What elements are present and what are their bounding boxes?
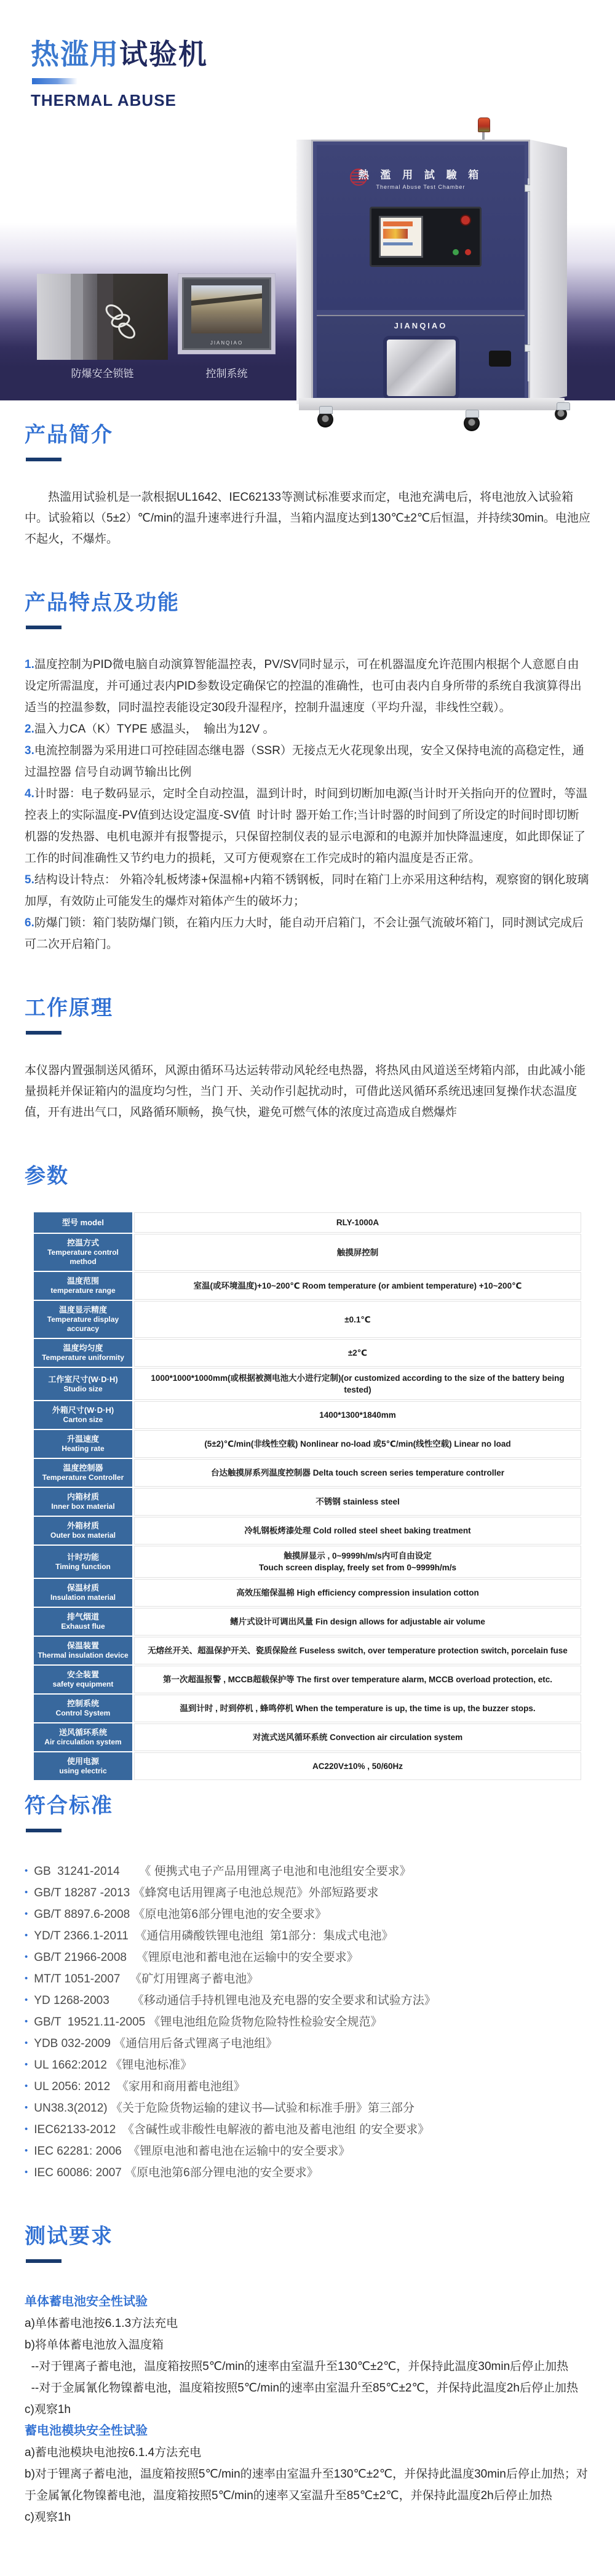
param-value-cell [134,1579,581,1607]
table-row [34,1723,581,1751]
param-label-en: Studio size [63,1384,103,1393]
standard-text: GB/T 8897.6-2008 《原电池第6部分锂电池的安全要求》 [34,1908,327,1921]
param-label-cell [34,1368,132,1400]
table-row [34,1579,581,1607]
machine-illustration [296,133,581,429]
machine-right-side [530,140,567,404]
param-value-cell [134,1272,581,1300]
param-value-cell [134,1608,581,1636]
param-value: AC220V±10% , 50/60Hz [312,1762,403,1771]
observation-window [383,336,459,400]
title-accent-bar [32,78,77,84]
param-label-cn: 工作室尺寸(W·D·H) [48,1374,118,1384]
param-value: 冷轧钢板烤漆处理 Cold rolled steel sheet baking treatment [244,1526,471,1535]
test-group-lines [0,2442,615,2528]
standard-item [25,1925,590,1947]
bullet-icon: • [25,1930,28,1941]
param-value: ±0.1℃ [344,1314,371,1324]
nameplate-cn: 熱 濫 用 試 驗 箱 [358,169,483,181]
caster-wheel [317,411,333,427]
section-features [0,586,615,955]
bullet-icon: • [25,1973,28,1984]
param-value-cell [134,1752,581,1780]
param-value-cell [134,1695,581,1722]
param-label-cn: 温度均匀度 [63,1343,103,1353]
page-title-rest: 试验机 [119,38,208,70]
feature-text: 结构设计特点： 外箱冷轧板烤漆+保温棉+内箱不锈钢板，同时在箱门上亦采用这种结构，观察窗的钢化玻璃加厚，有效防止可能发生的爆炸对箱体产生的破坏力； [25,873,589,908]
param-value-cell [134,1368,581,1400]
bullet-icon: • [25,1887,28,1898]
page-header [0,0,615,110]
standard-text: GB/T 19521.11-2005 《锂电池组危险货物危险特性检验安全规范》 [34,2016,383,2029]
standard-item [25,2097,590,2119]
feature-text: 温入力CA（K）TYPE 感温头， 输出为12V 。 [34,723,275,736]
thumb-brand-text: JIANQIAO [210,340,244,346]
door-handle [489,351,511,367]
standard-text: IEC 60086: 2007 《原电池第6部分锂电池的安全要求》 [34,2166,319,2179]
param-label-cn: 排气烟道 [66,1612,99,1621]
standard-item [25,2141,590,2162]
param-value: 鳍片式设计可调出风量 Fin design allows for adjustable air volume [230,1617,485,1626]
param-label-cn: 外箱材质 [66,1521,99,1530]
param-label-cn: 型号 model [62,1217,104,1227]
feature-item [25,912,590,955]
param-label-cell [34,1301,132,1338]
bullet-icon: • [25,2124,28,2134]
param-value-cell [134,1401,581,1429]
section-bar [26,458,62,461]
machine-base [299,398,565,410]
param-value-cell [134,1546,581,1578]
param-label-cell [34,1272,132,1300]
param-value: 第一次超温报警 , MCCB超载保护等 The first over temperature alarm, MCCB overload protection, etc. [162,1675,553,1684]
feature-item [25,783,590,869]
param-value-cell [134,1234,581,1271]
section-intro [0,418,615,550]
feature-number: 2. [25,723,34,736]
standard-text: GB 31241-2014 《 便携式电子产品用锂离子电池和电池组安全要求》 [34,1865,411,1878]
test-step: c)观察1h [25,2403,71,2416]
standard-text: UL 1662:2012 《锂电池标准》 [34,2059,192,2072]
table-row [34,1301,581,1338]
param-value: 台达触摸屏系列温度控制器 Delta touch screen series temperature controller [210,1468,505,1477]
param-value: 1400*1300*1840mm [319,1410,396,1420]
param-value: RLY-1000A [336,1218,379,1227]
param-label-cn: 外箱尺寸(W·D·H) [52,1405,114,1415]
principle-text: 本仪器内置强制送风循环，风源由循环马达运转带动风轮经电热器，将热风由风道送至烤箱内部，由此减小能量损耗并保证箱内的温度均匀性，当门 开、关动作引起扰动时，可借此送风循环系统迅速回复操作状态温度值，开有进出气口，风路循环顺畅，换气快，避免可燃气体的浓度过高造成自燃爆炸 [25,1064,586,1119]
standard-item [25,1904,590,1925]
param-label-cell [34,1488,132,1516]
param-label-cell [34,1517,132,1544]
standard-text: YD 1268-2003 《移动通信手持机锂电池及充电器的安全要求和试验方法》 [34,1994,436,2007]
standard-text: IEC 62281: 2006 《锂原电池和蓄电池在运输中的安全要求》 [34,2145,351,2158]
test-step: --对于金属氰化物镍蓄电池，温度箱按照5℃/min的速率由室温升至85℃±2℃，并保持此温度2h后停止加热 [25,2382,578,2395]
bullet-icon: • [25,2167,28,2177]
standard-item [25,2119,590,2141]
param-value-cell [134,1301,581,1338]
standard-text: YDB 032-2009 《通信用后备式锂离子电池组》 [34,2037,278,2050]
param-value: 高效压缩保温棉 High efficiency compression insulation cotton [236,1588,479,1597]
param-value: 1000*1000*1000mm(或根据被测电池大小进行定制)(or customized according to the size of the battery being tested) [151,1373,565,1394]
feature-number: 6. [25,916,34,929]
feature-item [25,740,590,783]
page-subtitle: THERMAL ABUSE [31,91,177,109]
section-bar [26,1829,62,1832]
standard-text: UN38.3(2012) 《关于危险货物运输的建议书—试验和标准手册》第三部分 [34,2102,415,2115]
param-value: (5±2)℃/min(非线性空载) Nonlinear no-load 或5℃/min(线性空载) Linear no load [204,1439,511,1449]
section-bar [26,2259,62,2263]
section-title-features: 产品特点及功能 [25,591,180,614]
emergency-stop-button [460,215,471,226]
param-label-cn: 送风循环系统 [58,1728,107,1737]
param-label-en: Outer box material [50,1531,116,1540]
feature-number: 4. [25,787,34,800]
signal-lamp [478,117,490,132]
standards-list [0,1861,615,2184]
standard-text: UL 2056: 2012 《家用和商用蓄电池组》 [34,2080,245,2093]
param-label-cell [34,1430,132,1458]
test-step: a)单体蓄电池按6.1.3方法充电 [25,2317,178,2330]
standard-item [25,1990,590,2011]
test-group-subtitle: 单体蓄电池安全性试验 [25,2295,148,2308]
param-value: ±2℃ [347,1348,368,1358]
page-title-highlight: 热滥用 [31,38,119,70]
param-label-cn: 温度显示精度 [58,1305,107,1314]
param-label-cell [34,1723,132,1751]
param-label-en: safety equipment [52,1680,114,1688]
standard-text: GB/T 18287 -2013 《蜂窝电话用锂离子电池总规范》外部短路要求 [34,1886,379,1899]
table-row [34,1752,581,1780]
touch-screen [379,216,423,258]
param-value: 对流式送风循环系统 Convection air circulation system [252,1733,463,1742]
nameplate-en: Thermal Abuse Test Chamber [376,184,466,190]
table-row [34,1430,581,1458]
param-label-en: temperature range [50,1286,116,1295]
bullet-icon: • [25,1909,28,1919]
param-label-en: Air circulation system [44,1738,122,1746]
param-label-cell [34,1666,132,1693]
standard-item [25,2076,590,2097]
param-value-line2: Touch screen display, freely set from 0~9999h/m/s [258,1563,456,1572]
param-label-cell [34,1339,132,1367]
table-row [34,1666,581,1693]
standard-text: MT/T 1051-2007 《矿灯用锂离子蓄电池》 [34,1973,259,1986]
power-on-light [453,249,459,255]
param-label-cell [34,1459,132,1487]
section-standards [0,1789,615,2184]
touchscreen-photo [191,285,262,333]
param-label-cn: 升温速度 [66,1434,99,1444]
param-value-cell [134,1637,581,1664]
param-label-cell [34,1637,132,1664]
feature-number: 5. [25,873,34,886]
param-label-en: Temperature display accuracy [47,1315,119,1333]
bullet-icon: • [25,2038,28,2048]
param-value-cell [134,1430,581,1458]
table-row [34,1339,581,1367]
bullet-icon: • [25,2016,28,2027]
feature-text: 计时器：电子数码显示，定时全自动控温，温到计时，时间到切断加电源(当计时开关指向开的位置时，等温控表上的实际温度-PV值到达设定温度-SV值 时计时 器开始工作;当计时器的时间到了所设定的时间时即切断机器的发热器、电机电源并有报警提示，只保留控制仪表的显示电源和的电源并加快降温速度，如此即保证了工作的时间准确性又节约电力的损耗，又可方便观察在工作完成时的箱内温度是否正常。 [25,787,588,865]
table-row [34,1401,581,1429]
machine-brand-text: JIANQIAO [394,321,448,330]
parameter-table [34,1212,581,1780]
standard-item [25,2033,590,2054]
param-label-cn: 安全装置 [66,1670,99,1679]
feature-list [0,654,615,955]
alarm-light [465,249,471,255]
standard-item [25,1947,590,1968]
param-value: 温到计时 , 时到停机 , 蜂鸣停机 When the temperature is up, the time is up, the buzzer stops. [180,1704,536,1713]
table-row [34,1459,581,1487]
param-value-cell [134,1459,581,1487]
thumb-caption-chain: 防爆安全锁链 [71,368,134,380]
table-row [34,1368,581,1400]
touchscreen-frame [182,277,271,350]
machine-body [296,140,567,404]
caster-wheel [555,408,567,420]
feature-text: 电流控制器为采用进口可控硅固态继电器（SSR）无接点无火花现象出现，安全又保持电流的高稳定性，通过温控器 信号自动调节输出比例 [25,744,584,779]
bullet-icon: • [25,1866,28,1876]
param-label-cn: 内箱材质 [66,1492,99,1501]
standard-item [25,1861,590,1882]
param-value: 不锈钢 stainless steel [315,1497,400,1506]
param-value-cell [134,1212,581,1233]
param-label-cn: 温度控制器 [63,1463,103,1473]
param-value-cell [134,1517,581,1544]
hero-banner [0,122,615,400]
param-label-cn: 控温方式 [66,1238,99,1247]
table-row [34,1517,581,1544]
param-value-cell [134,1666,581,1693]
param-label-en: Exhaust flue [61,1622,105,1631]
machine-door [317,315,525,397]
table-row [34,1234,581,1271]
feature-text: 防爆门锁：箱门装防爆门锁，在箱内压力大时，能自动开启箱门，不会让强气流破坏箱门，同时测试完成后可二次开启箱门。 [25,916,584,951]
param-label-en: Heating rate [62,1444,105,1453]
bullet-icon: • [25,2145,28,2156]
param-value-cell [134,1339,581,1367]
test-group-subtitle: 蓄电池模块安全性试验 [25,2424,148,2438]
intro-text: 热滥用试验机是一款根据UL1642、IEC62133等测试标准要求而定，电池充满电后，将电池放入试验箱中。试验箱以（5±2）℃/min的温升速率进行升温，当箱内温度达到130℃±2℃后恒温，并持续30min。电池应不起火，不爆炸。 [25,491,590,546]
table-row [34,1488,581,1516]
table-row [34,1637,581,1664]
section-parameters [0,1159,615,1780]
param-value-cell [134,1488,581,1516]
thumb-caption-control: 控制系统 [205,368,248,380]
param-label-cn: 使用电源 [66,1757,99,1766]
section-title-principle: 工作原理 [25,996,113,1020]
table-row [34,1546,581,1578]
feature-number: 3. [25,744,34,757]
param-label-en: Temperature uniformity [42,1353,124,1362]
standard-text: YD/T 2366.1-2011 《通信用磷酸铁锂电池组 第1部分：集成式电池》 [34,1930,394,1942]
param-label-en: Thermal insulation device [38,1651,129,1660]
table-row [34,1695,581,1722]
section-title-intro: 产品简介 [25,423,113,447]
bullet-icon: • [25,2059,28,2070]
bullet-icon: • [25,2081,28,2091]
param-label-en: Temperature control method [47,1248,119,1266]
machine-nameplate [317,166,525,190]
param-label-cell [34,1608,132,1636]
test-step: a)蓄电池模块电池按6.1.4方法充电 [25,2446,202,2459]
feature-item [25,654,590,718]
param-label-cn: 控制系统 [66,1699,99,1708]
standard-item [25,2054,590,2076]
param-value: 室温(或环境温度)+10~200℃ Room temperature (or ambient temperature) +10~200℃ [193,1281,522,1290]
section-bar [26,1031,62,1035]
page-title [31,38,615,70]
param-label-cn: 保温装置 [66,1641,99,1650]
test-requirements [0,2291,615,2528]
standard-item [25,2162,590,2184]
param-value: 无熔丝开关、超温保护开关、瓷质保险丝 Fuseless switch, over temperature protection switch, porcelain fuse [148,1646,568,1655]
param-label-cell [34,1546,132,1578]
section-title-tests: 测试要求 [25,2225,113,2248]
section-principle [0,991,615,1123]
table-row [34,1608,581,1636]
thumb-control-system-photo [178,273,276,354]
test-step: --对于锂离子蓄电池，温度箱按照5℃/min的速率由室温升至130℃±2℃，并保持此温度30min后停止加热 [25,2360,569,2373]
feature-item [25,718,590,740]
param-label-cell [34,1234,132,1271]
machine-top-panel [317,145,525,310]
standard-item [25,1968,590,1990]
feature-item [25,869,590,912]
standard-item [25,1882,590,1904]
param-label-en: using electric [59,1767,107,1775]
param-value: 触摸屏显示 , 0~9999h/m/s内可自由设定 [284,1551,432,1560]
standard-text: GB/T 21966-2008 《锂原电池和蓄电池在运输中的安全要求》 [34,1951,359,1964]
section-title-parameters: 参数 [25,1164,69,1188]
feature-text: 温度控制为PID微电脑自动演算智能温控表，PV/SV同时显示，可在机器温度允许范围内根据个人意愿自由设定所需温度，并可通过表内PID参数设定确保它的控温的准确性，也可由表内自身所带的系统自我演算得出适当的控温参数，同时温控表能设定30段升湿程序，控制升温速度（平均升湿，非线性空载）。 [25,658,582,714]
standard-item [25,2011,590,2033]
param-label-en: Insulation material [50,1593,116,1602]
param-label-cn: 保温材质 [66,1583,99,1592]
control-panel [370,207,482,267]
test-group-lines [0,2313,615,2420]
table-row [34,1272,581,1300]
feature-number: 1. [25,658,34,671]
param-label-en: Timing function [55,1562,111,1571]
param-label-en: Inner box material [51,1502,115,1511]
machine-left-edge [296,140,311,404]
section-tests [0,2219,615,2528]
param-label-cn: 温度范围 [66,1276,99,1286]
thumb-safety-chain-photo [37,274,168,360]
param-label-cell [34,1212,132,1233]
bullet-icon: • [25,1995,28,2005]
standard-text: IEC62133-2012 《含碱性或非酸性电解液的蓄电池及蓄电池组 的安全要求》 [34,2123,430,2136]
param-label-cell [34,1579,132,1607]
bullet-icon: • [25,1952,28,1962]
param-label-cell [34,1401,132,1429]
machine-front-panel [311,140,530,404]
param-label-en: Control System [55,1709,111,1717]
caster-wheel [464,415,480,431]
param-label-cn: 计时功能 [66,1552,99,1562]
param-value-cell [134,1723,581,1751]
test-step: b)将单体蓄电池放入温度箱 [25,2339,164,2351]
param-label-en: Temperature Controller [42,1473,124,1482]
table-row [34,1212,581,1233]
param-label-en: Carton size [63,1415,103,1424]
param-label-cell [34,1752,132,1780]
param-label-cell [34,1695,132,1722]
test-step: c)观察1h [25,2511,71,2524]
bullet-icon: • [25,2102,28,2113]
section-bar [26,626,62,629]
param-value: 触摸屏控制 [336,1247,379,1257]
section-title-standards: 符合标准 [25,1794,113,1818]
test-step: b)对于锂离子蓄电池，温度箱按照5℃/min的速率由室温升至130℃±2℃，并保持此温度30min后停止加热；对于金属氰化物镍蓄电池，温度箱按照5℃/min的速率又室温升至85℃±2℃，并保持此温度2h后停止加热 [25,2468,588,2502]
